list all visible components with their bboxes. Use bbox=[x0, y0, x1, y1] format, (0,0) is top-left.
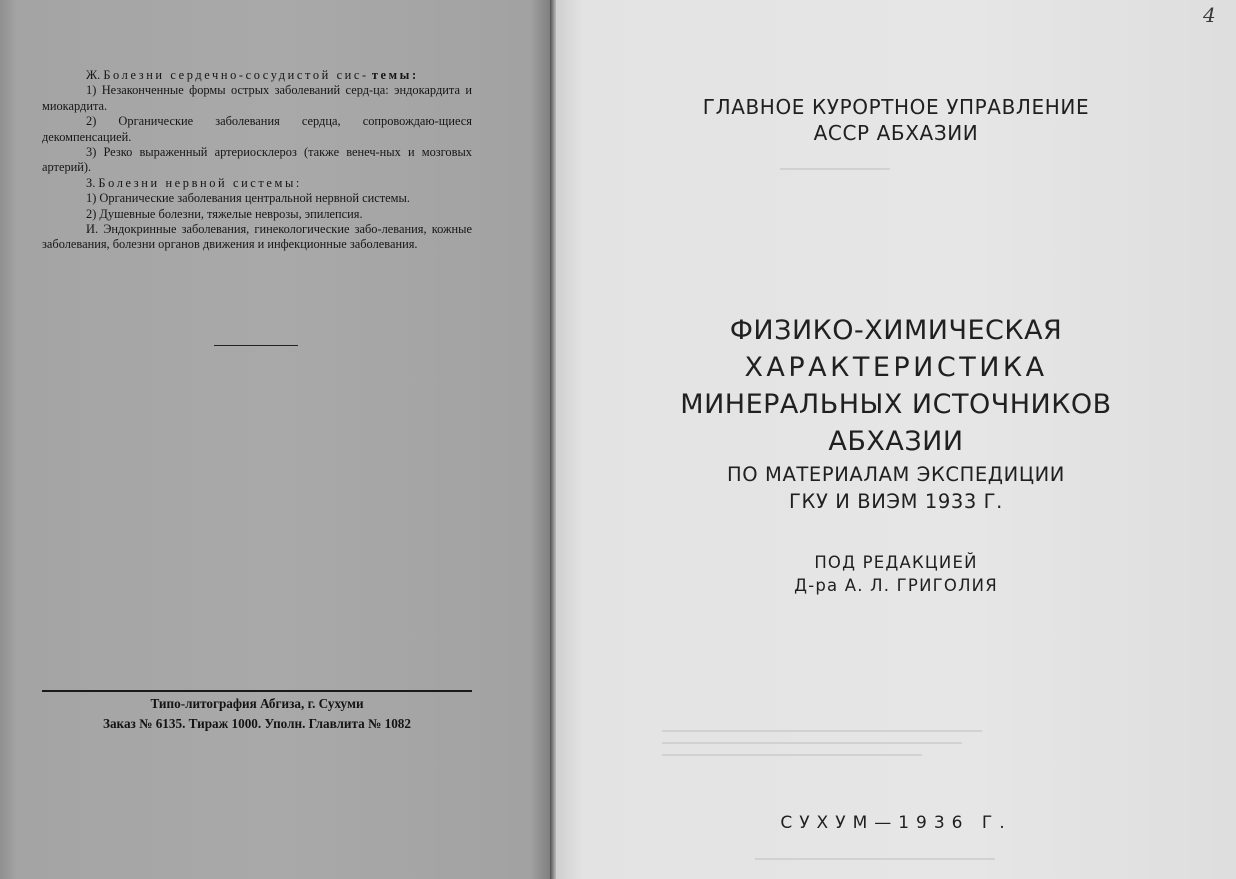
section-heading: Болезни сердечно-сосудистой сис- bbox=[103, 68, 369, 82]
section-zh bbox=[42, 68, 472, 83]
title-line-3: МИНЕРАЛЬНЫХ ИСТОЧНИКОВ bbox=[680, 389, 1112, 420]
title-line-1: ФИЗИКО-ХИМИЧЕСКАЯ bbox=[729, 315, 1063, 346]
list-item: 2) Органические заболевания сердца, сопровождаю-щиеся декомпенсацией. bbox=[42, 114, 472, 144]
subtitle-line-1: ПО МАТЕРИАЛАМ ЭКСПЕДИЦИИ bbox=[727, 463, 1065, 486]
section-z bbox=[42, 176, 472, 191]
section-letter: З. bbox=[86, 175, 99, 190]
section-i: И. Эндокринные заболевания, гинекологические забо-левания, кожные заболевания, болезни органов движения и инфекционные заболевания. bbox=[42, 222, 472, 252]
bleed-through-mark bbox=[755, 858, 995, 860]
place-and-year: СУХУМ—1936 Г. bbox=[780, 813, 1012, 833]
editor-block bbox=[556, 551, 1236, 597]
list-item: 1) Незаконченные формы острых заболеваний серд-ца: эндокардита и миокардита. bbox=[42, 83, 472, 113]
end-rule bbox=[214, 345, 298, 346]
book-subtitle bbox=[556, 461, 1236, 515]
list-item: 3) Резко выраженный артериосклероз (также венеч-ных и мозговых артерий). bbox=[42, 145, 472, 175]
title-line-2: ХАРАКТЕРИСТИКА bbox=[744, 352, 1048, 383]
publisher-block bbox=[556, 94, 1236, 146]
publisher-line-2: АССР АБХАЗИИ bbox=[813, 121, 979, 145]
page-number: 4 bbox=[1203, 3, 1216, 27]
list-item: 1) Органические заболевания центральной нервной системы. bbox=[86, 191, 410, 206]
publisher-line-1: ГЛАВНОЕ КУРОРТНОЕ УПРАВЛЕНИЕ bbox=[702, 95, 1090, 119]
contraindications-text bbox=[42, 68, 472, 253]
title-line-4: АБХАЗИИ bbox=[828, 426, 964, 457]
imprint-rule bbox=[42, 690, 472, 692]
editor-line-1: ПОД РЕДАКЦИЕЙ bbox=[814, 553, 978, 572]
bleed-through-mark bbox=[662, 754, 922, 756]
list-item: 2) Душевные болезни, тяжелые неврозы, эпилепсия. bbox=[86, 206, 363, 221]
subtitle-line-2: ГКУ И ВИЭМ 1933 Г. bbox=[789, 490, 1003, 513]
bleed-through-mark bbox=[662, 730, 982, 732]
book-title bbox=[556, 312, 1236, 460]
order-line: Заказ № 6135. Тираж 1000. Уполн. Главлита № 1082 bbox=[103, 716, 411, 731]
section-heading-tail: темы: bbox=[371, 68, 419, 82]
section-letter: Ж. bbox=[86, 68, 104, 82]
section-heading: Болезни нервной системы: bbox=[98, 175, 302, 190]
editor-line-2: Д-ра А. Л. ГРИГОЛИЯ bbox=[794, 576, 998, 595]
bleed-through-mark bbox=[662, 742, 962, 744]
printer-line: Типо-литография Абгиза, г. Сухуми bbox=[150, 696, 364, 711]
printer-imprint bbox=[42, 694, 472, 734]
bleed-through-mark bbox=[780, 168, 890, 170]
